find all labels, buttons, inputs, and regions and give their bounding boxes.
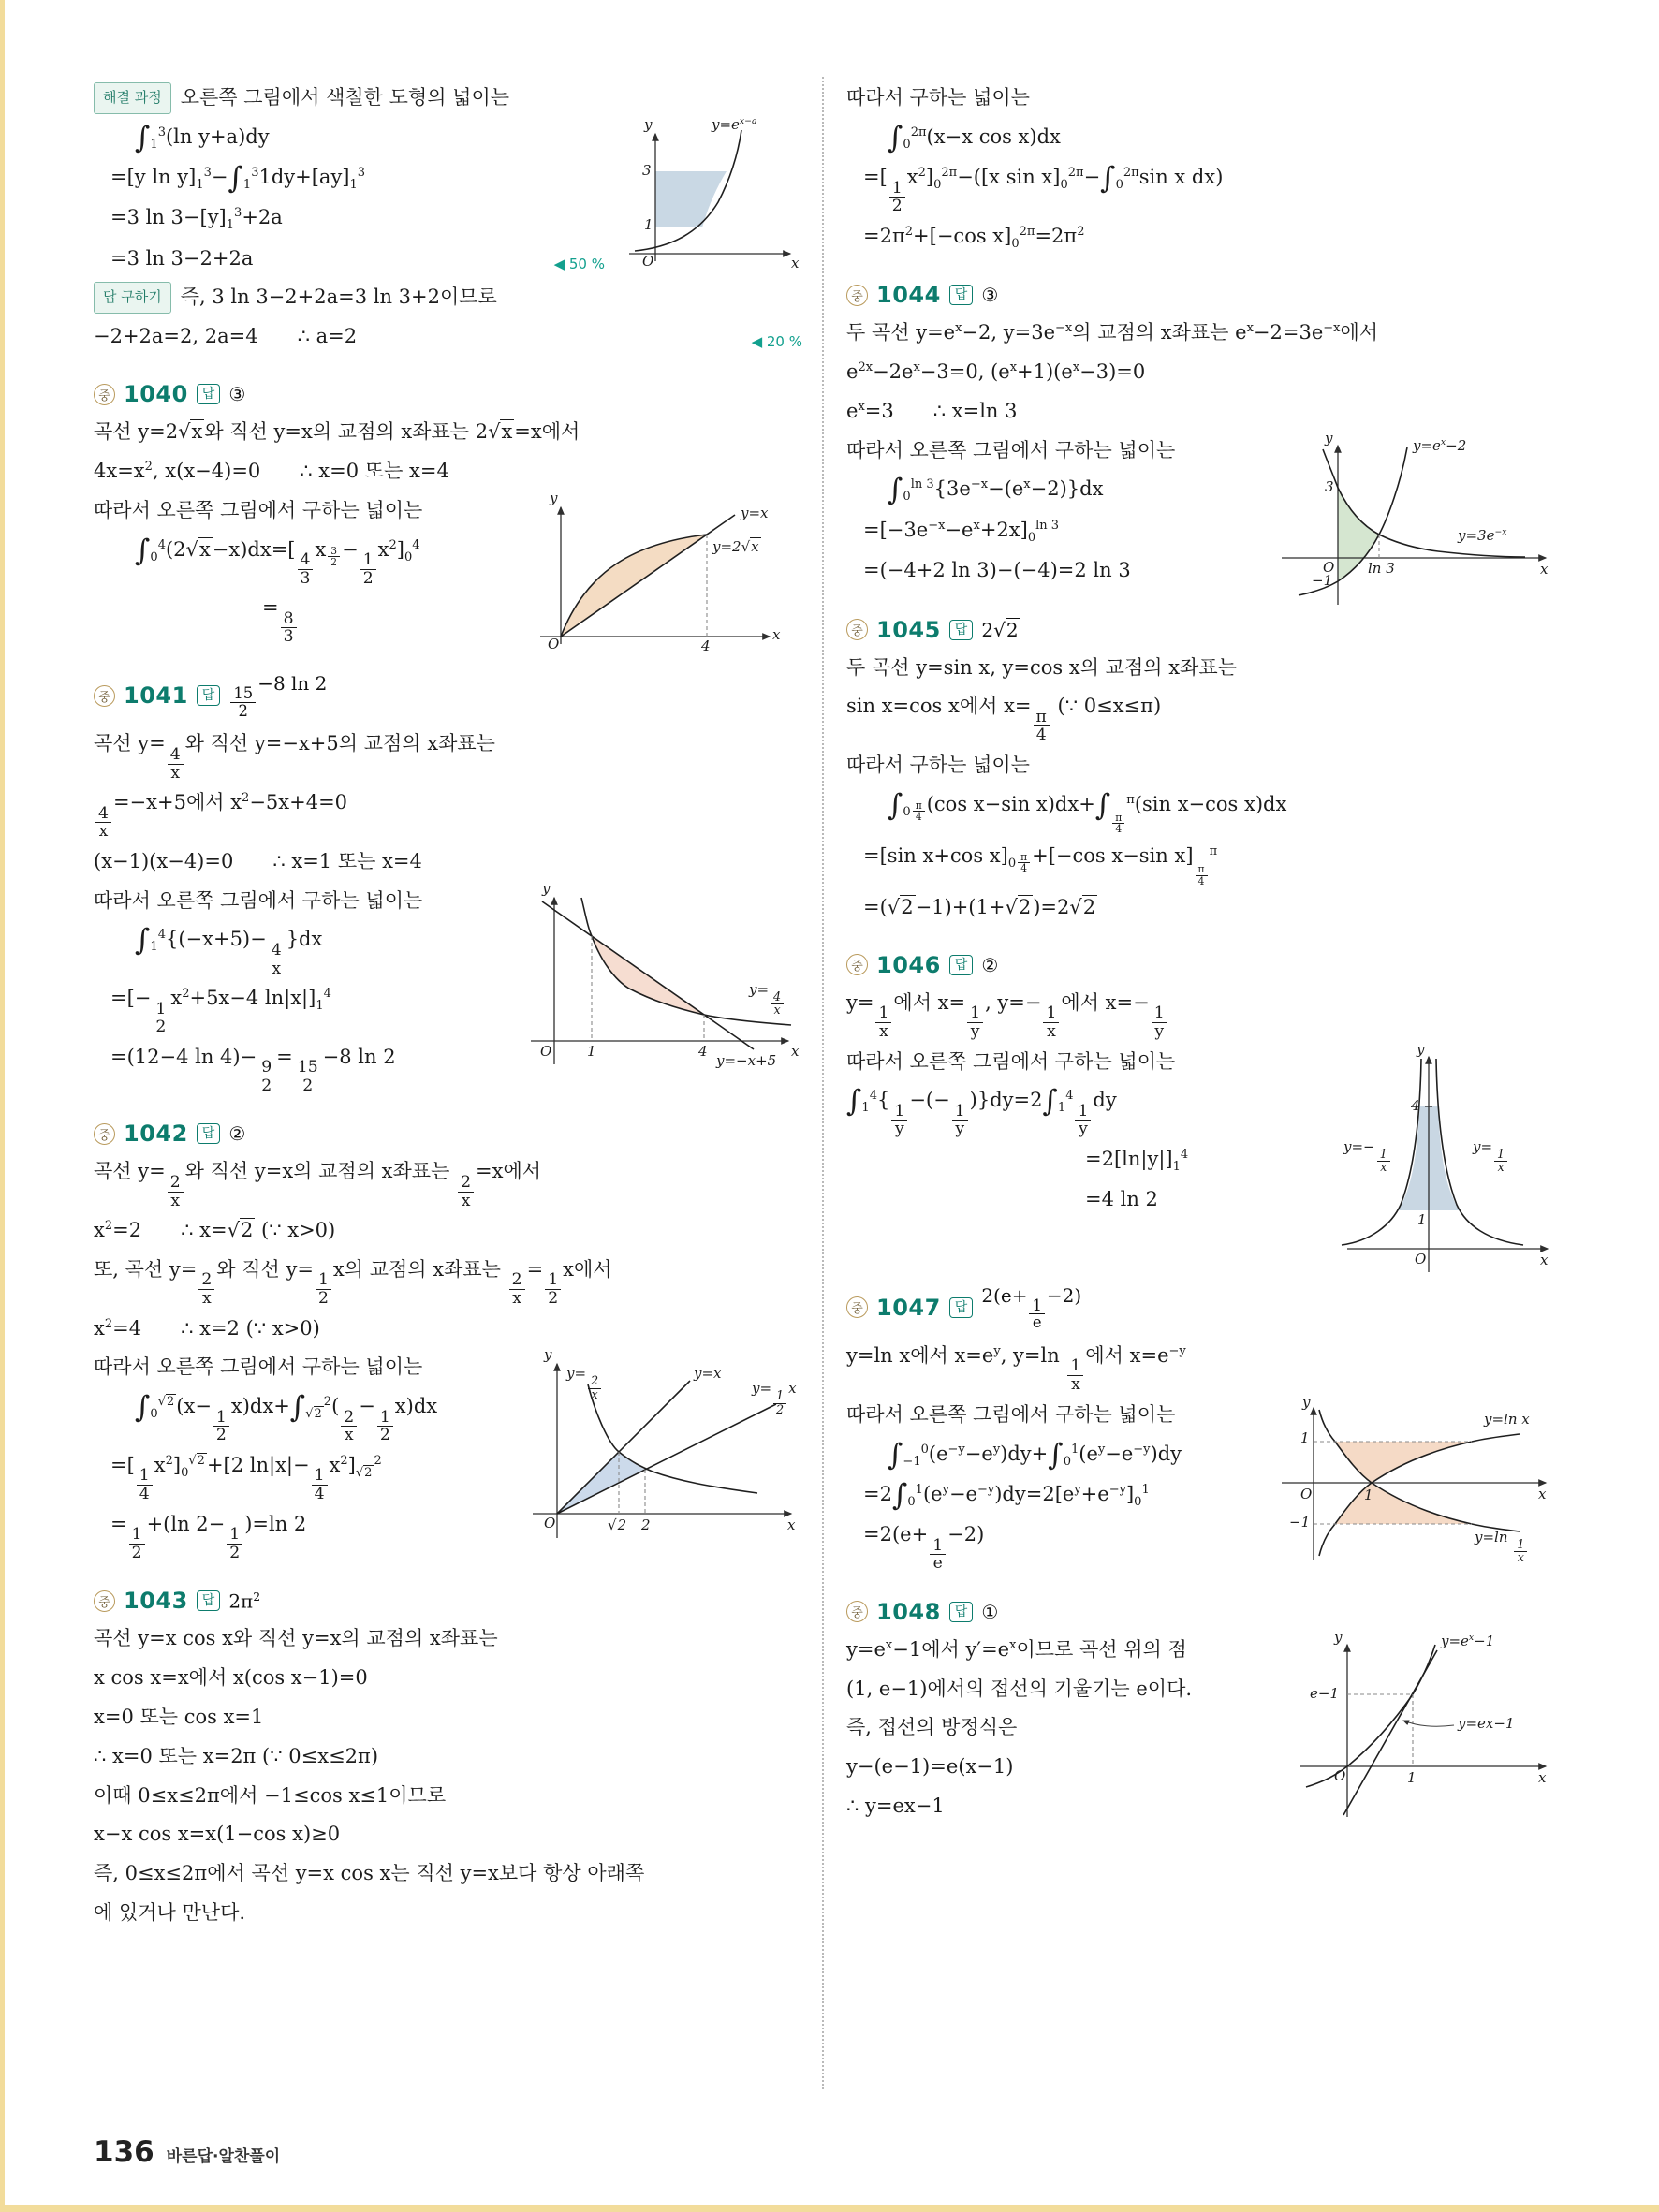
- solution-line: = $\frac{1}{2}$ +(ln 2− $\frac{1}{2}$ )=ln 2: [110, 1512, 307, 1562]
- glabel-line: y=x: [741, 504, 769, 521]
- glabel-tangent: y=ex−1: [1458, 1714, 1515, 1732]
- glabel-x: x: [1538, 1768, 1547, 1786]
- problem-number: 1042: [124, 1121, 188, 1148]
- graph-1041-plot: [521, 886, 802, 1069]
- page-edge-left: [0, 0, 5, 2212]
- solution-line: y= $\frac{1}{x}$ 에서 x= $\frac{1}{y}$ , y=− $\frac{1}{x}$ 에서 x=− $\frac{1}{y}$: [846, 985, 1555, 1041]
- solution-line: [94, 318, 802, 355]
- tag-find-answer: 답 구하기: [94, 282, 171, 314]
- solution-line: 따라서 오른쪽 그림에서 구하는 넓이는: [846, 438, 1176, 461]
- glabel-x: x: [787, 1516, 796, 1534]
- glabel-tick-1: 1: [1417, 1210, 1427, 1228]
- solution-line: y−(e−1)=e(x−1): [846, 1755, 1014, 1779]
- shaded-region: [655, 171, 727, 227]
- answer-label: 답: [197, 384, 221, 404]
- problem-1045: [846, 617, 1555, 926]
- solution-line: 두 곡선 y=sin x, y=cos x의 교점의 x좌표는: [846, 655, 1237, 679]
- difficulty-badge: 중: [94, 1123, 115, 1145]
- difficulty-badge: 중: [846, 285, 868, 306]
- solution-line: ∴ y=ex−1: [846, 1795, 945, 1818]
- solution-line: 이때 0≤x≤2π에서 −1≤cos x≤1이므로: [94, 1783, 447, 1807]
- solution-line: 따라서 오른쪽 그림에서 구하는 넓이는: [846, 1049, 1176, 1073]
- solution-line: x−x cos x=x(1−cos x)≥0: [94, 1823, 341, 1846]
- solution-line: $x^2=2$ ∴ x=√2 (∵ x>0): [94, 1219, 336, 1242]
- problem-1043-continued: [846, 80, 1555, 256]
- problem-1041: [94, 672, 802, 1094]
- glabel-curve: y= $\frac{2}{x}$: [566, 1366, 603, 1402]
- solution-line: 곡선 y=2√x와 직선 y=x의 교점의 x좌표는 2√x=x에서: [94, 420, 580, 444]
- graph-1040: [531, 489, 802, 654]
- difficulty-badge: 중: [846, 619, 868, 640]
- glabel-x: x: [1538, 1485, 1547, 1502]
- difficulty-badge: 중: [94, 685, 115, 707]
- solution-line: =[y $\ln y]_1^3-\int_1^31dy+[ay]_1^3$: [110, 161, 366, 196]
- solution-line: 곡선 y= $\frac{2}{x}$ 와 직선 y=x의 교점의 x좌표는 $\frac{2}{x}$ =x에서: [94, 1160, 542, 1210]
- label-pointer-arrow: [1403, 1721, 1454, 1726]
- solution-line: $\int_{-1}^0(e^{-y}-e^y)dy+\int_0^1(e^y-e^{-y})dy$: [888, 1438, 1182, 1472]
- glabel-y: y: [1325, 429, 1333, 447]
- glabel-o: O: [548, 635, 560, 652]
- line-y-equals-half-x: [557, 1404, 776, 1514]
- solution-line: $\int_0^4(2√x-x)dx=$[ $\frac{4}{3}$ x $^{\frac{3}{2}}$ − $\frac{1}{2}$ $x^2]_0^4$: [135, 534, 420, 588]
- solution-line: 따라서 오른쪽 그림에서 구하는 넓이는: [846, 1402, 1176, 1426]
- curve-exp-minus-1: [1306, 1645, 1435, 1787]
- glabel-tick-3: 3: [642, 161, 652, 179]
- solution-line: 곡선 y=x cos x와 직선 y=x의 교점의 x좌표는: [94, 1627, 498, 1650]
- solution-line: (x−1)(x−4)=0 ∴ x=1 또는 x=4: [94, 849, 422, 872]
- solution-line: =[sin x+cos $x]_0$ $^{\frac{\pi}{4}}$ +[−cos x−sin x] $_{\frac{\pi}{4}}$ $^\pi$: [863, 843, 1218, 887]
- solution-line: ∴ x=0 또는 x=2π (∵ 0≤x≤2π): [94, 1744, 379, 1767]
- problem-1042: [94, 1121, 802, 1561]
- two-column-layout: [94, 77, 1555, 2089]
- solution-line: $=2\pi^2+[-\cos$ $x]_0^{2\pi}=2\pi^2$: [863, 224, 1085, 251]
- solution-line: =[− $\frac{1}{2}$ $x^2+5x-4$ $\ln|x|]_1^4$: [110, 987, 331, 1037]
- glabel-o: O: [1415, 1250, 1427, 1267]
- answer-label: 답: [949, 1602, 974, 1622]
- problem-header: [94, 1588, 802, 1614]
- problem-1040: [94, 381, 802, 654]
- footer-label: 바른답·알찬풀이: [166, 2147, 281, 2166]
- solution-line: (1, e−1)에서의 접선의 기울기는 e이다.: [846, 1677, 1193, 1700]
- answer-label: 답: [197, 1590, 221, 1611]
- answer-value: $\frac{15}{2}$ −8 ln 2: [228, 672, 327, 719]
- solution-line: 즉, 접선의 방정식은: [846, 1716, 1018, 1739]
- solution-line: $\frac{4}{x}$ =−x+5에서 $x^2-5x+4=0$: [94, 784, 802, 841]
- glabel-tick-4: 4: [1411, 1096, 1420, 1114]
- glabel-o: O: [1334, 1766, 1346, 1784]
- answer-label: 답: [949, 955, 974, 975]
- right-column: [822, 77, 1555, 2089]
- graph-1048: [1293, 1628, 1555, 1823]
- solution-math: =3 ln 3−2+2a: [110, 246, 254, 270]
- graph-intro-plot: [620, 123, 802, 268]
- page-edge-bottom: [0, 2205, 1659, 2212]
- glabel-tick-1y: 1: [1300, 1428, 1310, 1446]
- difficulty-badge: 중: [94, 1590, 115, 1612]
- glabel-tick-1x: 1: [1364, 1486, 1373, 1503]
- problem-number: 1045: [876, 616, 941, 643]
- score-marker-50: ◀ 50 %: [553, 255, 605, 272]
- glabel-curve: y= $\frac{4}{x}$: [749, 982, 785, 1018]
- difficulty-badge: 중: [846, 1601, 868, 1622]
- glabel-tick-e-minus-1: e−1: [1310, 1684, 1339, 1702]
- glabel-y: y: [1302, 1393, 1311, 1411]
- problem-1044: [846, 282, 1555, 589]
- solution-line: 즉, 0≤x≤2π에서 곡선 y=x cos x는 직선 y=x보다 항상 아래쪽: [94, 1862, 645, 1885]
- glabel-tick-minus1: −1: [1312, 571, 1333, 589]
- solution-line: $\int_1^4${ $\frac{1}{y}$ −(− $\frac{1}{y}$ )}$dy=2\int_1^4$ $\frac{1}{y}$ dy: [846, 1085, 1117, 1139]
- glabel-o: O: [544, 1515, 556, 1532]
- solution-line: =2(e+ $\frac{1}{e}$ −2): [863, 1523, 985, 1574]
- solution-line: sin x=cos x에서 x= $\frac{\pi}{4}$ (∵ 0≤x≤π): [846, 695, 1162, 745]
- solution-line: $x^2=4$ ∴ x=2 (∵ x>0): [94, 1316, 320, 1340]
- tangent-line: [1343, 1650, 1437, 1815]
- graph-1048-plot: [1293, 1632, 1555, 1823]
- shaded-region-upper: [1335, 1442, 1472, 1483]
- graph-1044: [1274, 429, 1555, 609]
- problem-1048: [846, 1599, 1555, 1824]
- solution-line: 따라서 오른쪽 그림에서 구하는 넓이는: [94, 498, 423, 521]
- problem-number: 1044: [876, 282, 941, 309]
- solution-line: 따라서 오른쪽 그림에서 구하는 넓이는: [94, 1355, 423, 1379]
- problem-1047: [846, 1284, 1555, 1573]
- solution-continued-block: [94, 80, 802, 355]
- problem-1046: [846, 951, 1555, 1268]
- glabel-x: x: [772, 625, 781, 643]
- solution-line: 곡선 y= $\frac{4}{x}$ 와 직선 y=−x+5의 교점의 x좌표는: [94, 732, 495, 783]
- shaded-region-lower: [1335, 1483, 1472, 1524]
- problem-header: [94, 1121, 802, 1147]
- glabel-tick-1: 1: [644, 215, 653, 233]
- answer-label: 답: [949, 285, 974, 305]
- graph-1042: [521, 1346, 802, 1545]
- problem-header: [846, 1599, 1555, 1625]
- glabel-y: y: [542, 879, 551, 897]
- glabel-tick-ln3: ln 3: [1368, 559, 1395, 577]
- solution-line: $\int_1^3(\ln$ y+a)dy: [135, 121, 270, 155]
- graph-intro: [620, 115, 802, 271]
- problem-number: 1047: [876, 1294, 941, 1321]
- glabel-curve2: $y=3e^{-x}$: [1458, 526, 1507, 544]
- problem-1043: [94, 1588, 802, 1931]
- glabel-y: y: [644, 115, 653, 133]
- solution-line: $=2\int_0^1(e^y-e^{-y})dy=2[e^y+e^{-y}]_0^1$: [863, 1478, 1150, 1513]
- glabel-tick-1: 1: [587, 1042, 596, 1060]
- solution-line: =(−4+2 ln 3)−(−4)=2 ln 3: [863, 558, 1131, 581]
- glabel-curve: $y=e^{x-a}$: [712, 115, 757, 133]
- solution-line: 에 있거나 만난다.: [94, 1901, 246, 1925]
- answer-value: ②: [228, 1122, 246, 1146]
- glabel-tick-2: 2: [641, 1516, 651, 1534]
- solution-line: =[ $\frac{1}{2}$ $x^2]_0^{2\pi}-([x$ $\sin x]_0^{2\pi}-\int_0^{2\pi}\sin$ x dx): [863, 161, 1224, 216]
- answer-value: ③: [228, 383, 246, 406]
- solution-line: $\int_0^{ln 3}\{3e^{-x}-(e^x-2)\}dx$: [888, 474, 1104, 508]
- solution-line: $\int_0^{2\pi}(x-x$ cos x)dx: [888, 121, 1061, 155]
- glabel-curve-right: y= $\frac{1}{x}$: [1473, 1139, 1509, 1176]
- glabel-tick-3: 3: [1325, 477, 1334, 495]
- answer-label: 답: [197, 1123, 221, 1144]
- tag-solution-process: 해결 과정: [94, 82, 171, 114]
- graph-1046: [1340, 1040, 1555, 1277]
- glabel-curve-left: y=− $\frac{1}{x}$: [1343, 1139, 1392, 1176]
- problem-number: 1043: [124, 1588, 188, 1615]
- solution-line: [94, 279, 802, 315]
- solution-line: $e^x=3$ ∴ x=ln 3: [846, 399, 1018, 422]
- problem-number: 1046: [876, 951, 941, 978]
- solution-line: y=ln x에서 $x=e^y$, y=ln $\frac{1}{x}$ 에서 $x=e^{-y}$: [846, 1344, 1186, 1395]
- solution-line: x cos x=x에서 x(cos x−1)=0: [94, 1666, 368, 1690]
- page-footer: [94, 2135, 280, 2169]
- solution-line: $e^{2x}-2e^x-3=0$, $(e^x+1)(e^x-3)=0$: [846, 359, 1146, 383]
- solution-line: $=2[\ln|y|]_1^4$: [1085, 1148, 1189, 1175]
- glabel-tick-4: 4: [698, 1042, 708, 1060]
- problem-header: [94, 381, 802, 407]
- solution-line: 또, 곡선 y= $\frac{2}{x}$ 와 직선 y= $\frac{1}{2}$ x의 교점의 x좌표는 $\frac{2}{x}$ = $\frac{1}{2}$ x에서: [94, 1257, 612, 1308]
- glabel-tick-minus1: −1: [1289, 1513, 1311, 1531]
- intro-text: 오른쪽 그림에서 색칠한 도형의 넓이는: [180, 86, 510, 109]
- solution-line: $y=e^x-1$에서 $y'=e^x$이므로 곡선 위의 점: [846, 1637, 1187, 1661]
- solution-line: =[ $\frac{1}{4}$ $x^2]_0^{√2}+[2$ ln|x|− $\frac{1}{4}$ $x^2]_{√2}^2$: [110, 1453, 382, 1503]
- glabel-line1: y=x: [694, 1365, 722, 1383]
- glabel-curve: y=2√x: [712, 537, 759, 555]
- solution-line: =3 $\ln 3-[y]_1^3+2a$: [110, 206, 283, 233]
- glabel-curve1: $y=e^x-2$: [1413, 436, 1467, 454]
- solution-line: $\int_0^{√2}(x-$ $\frac{1}{2}$ $x)dx+\int_{√2}^2$( $\frac{2}{x}$ − $\frac{1}{2}$ x)dx: [135, 1391, 438, 1445]
- problem-header: [846, 1284, 1555, 1331]
- problem-number: 1041: [124, 682, 188, 710]
- solution-line: 두 곡선 $y=e^x-2$, $y=3e^{-x}$의 교점의 x좌표는 $e^x-2=3e^{-x}$에서: [846, 321, 1379, 344]
- answer-label: 답: [197, 685, 221, 706]
- solution-math: 즉, 3 ln 3−2+2a=3 ln 3+2이므로: [180, 286, 497, 309]
- glabel-tick-1: 1: [1407, 1768, 1417, 1786]
- line-y-equals-x: [561, 515, 735, 637]
- solution-line: 따라서 구하는 넓이는: [846, 86, 1030, 109]
- answer-label: 답: [949, 620, 974, 640]
- glabel-y: y: [1417, 1040, 1425, 1058]
- problem-number: 1040: [124, 381, 188, 408]
- problem-header: [846, 952, 1555, 978]
- answer-value: 2(e+ $\frac{1}{e}$ −2): [981, 1283, 1082, 1332]
- difficulty-badge: 중: [846, 1296, 868, 1318]
- difficulty-badge: 중: [846, 954, 868, 975]
- solution-line: 따라서 오른쪽 그림에서 구하는 넓이는: [94, 888, 423, 912]
- glabel-curve2: y=ln $\frac{1}{x}$: [1475, 1530, 1529, 1566]
- answer-value: ①: [981, 1600, 999, 1623]
- glabel-x: x: [791, 1042, 800, 1060]
- solution-line: $\int_1^4\{(-x+5)-$ $\frac{4}{x}$ }dx: [135, 924, 323, 978]
- solution-math: −2+2a=2, 2a=4 ∴ a=2: [94, 325, 358, 348]
- glabel-curve1: y=ln x: [1484, 1410, 1530, 1428]
- glabel-y: y: [550, 489, 558, 506]
- problem-header: [846, 617, 1555, 643]
- glabel-o: O: [540, 1042, 552, 1060]
- answer-value: $2\pi^2$: [228, 1589, 261, 1613]
- solution-line: $4x=x^2$, x(x−4)=0 ∴ x=0 또는 x=4: [94, 460, 449, 483]
- left-column: [94, 77, 802, 1934]
- solution-line: =(√2−1)+(1+√2)=2√2: [863, 896, 1096, 919]
- graph-1047: [1274, 1393, 1555, 1566]
- difficulty-badge: 중: [94, 384, 115, 405]
- page-number: 136: [94, 2135, 154, 2169]
- answer-value: ③: [981, 284, 999, 307]
- glabel-o: O: [1323, 558, 1335, 576]
- solution-line: x=0 또는 cos x=1: [94, 1705, 264, 1728]
- glabel-tick-sqrt2: √2: [608, 1516, 627, 1534]
- solution-line: 따라서 구하는 넓이는: [846, 754, 1030, 777]
- glabel-y: y: [544, 1346, 552, 1364]
- glabel-x: x: [791, 254, 800, 271]
- answer-value: ②: [981, 953, 999, 976]
- problem-number: 1048: [876, 1598, 941, 1625]
- answer-value: 2√2: [981, 618, 1019, 641]
- problem-header: [846, 282, 1555, 308]
- glabel-o: O: [642, 252, 654, 270]
- glabel-x: x: [1540, 560, 1549, 578]
- problem-header: [94, 672, 802, 719]
- glabel-x: x: [1540, 1251, 1549, 1268]
- glabel-line2: y= $\frac{1}{2}$ x: [752, 1380, 797, 1418]
- glabel-curve: $y=e^x-1$: [1441, 1632, 1495, 1649]
- solution-line: = $\frac{8}{3}$: [94, 590, 802, 646]
- answer-label: 답: [949, 1297, 974, 1318]
- solution-line: =4 ln 2: [1085, 1188, 1158, 1211]
- solution-line: =(12−4 ln 4)− $\frac{9}{2}$ = $\frac{15}{2}$ −8 ln 2: [110, 1045, 396, 1095]
- glabel-line: y=−x+5: [716, 1051, 777, 1069]
- glabel-y: y: [1334, 1628, 1343, 1646]
- glabel-tick-4: 4: [701, 637, 711, 654]
- solution-line: $=[-3e^{-x}-e^x+2x]_0^{ln 3}$: [863, 518, 1060, 545]
- glabel-o: O: [1300, 1485, 1313, 1502]
- graph-1041: [521, 879, 802, 1069]
- solution-line: $\int_0$ $^{\frac{\pi}{4}}$ (cos x−sin x)dx+∫ $_{\frac{\pi}{4}}$ $^\pi$(sin x−cos x)dx: [888, 788, 1287, 836]
- score-marker-20: ◀ 20 %: [751, 333, 802, 351]
- line-descending: [542, 901, 754, 1049]
- solution-line: [94, 80, 802, 116]
